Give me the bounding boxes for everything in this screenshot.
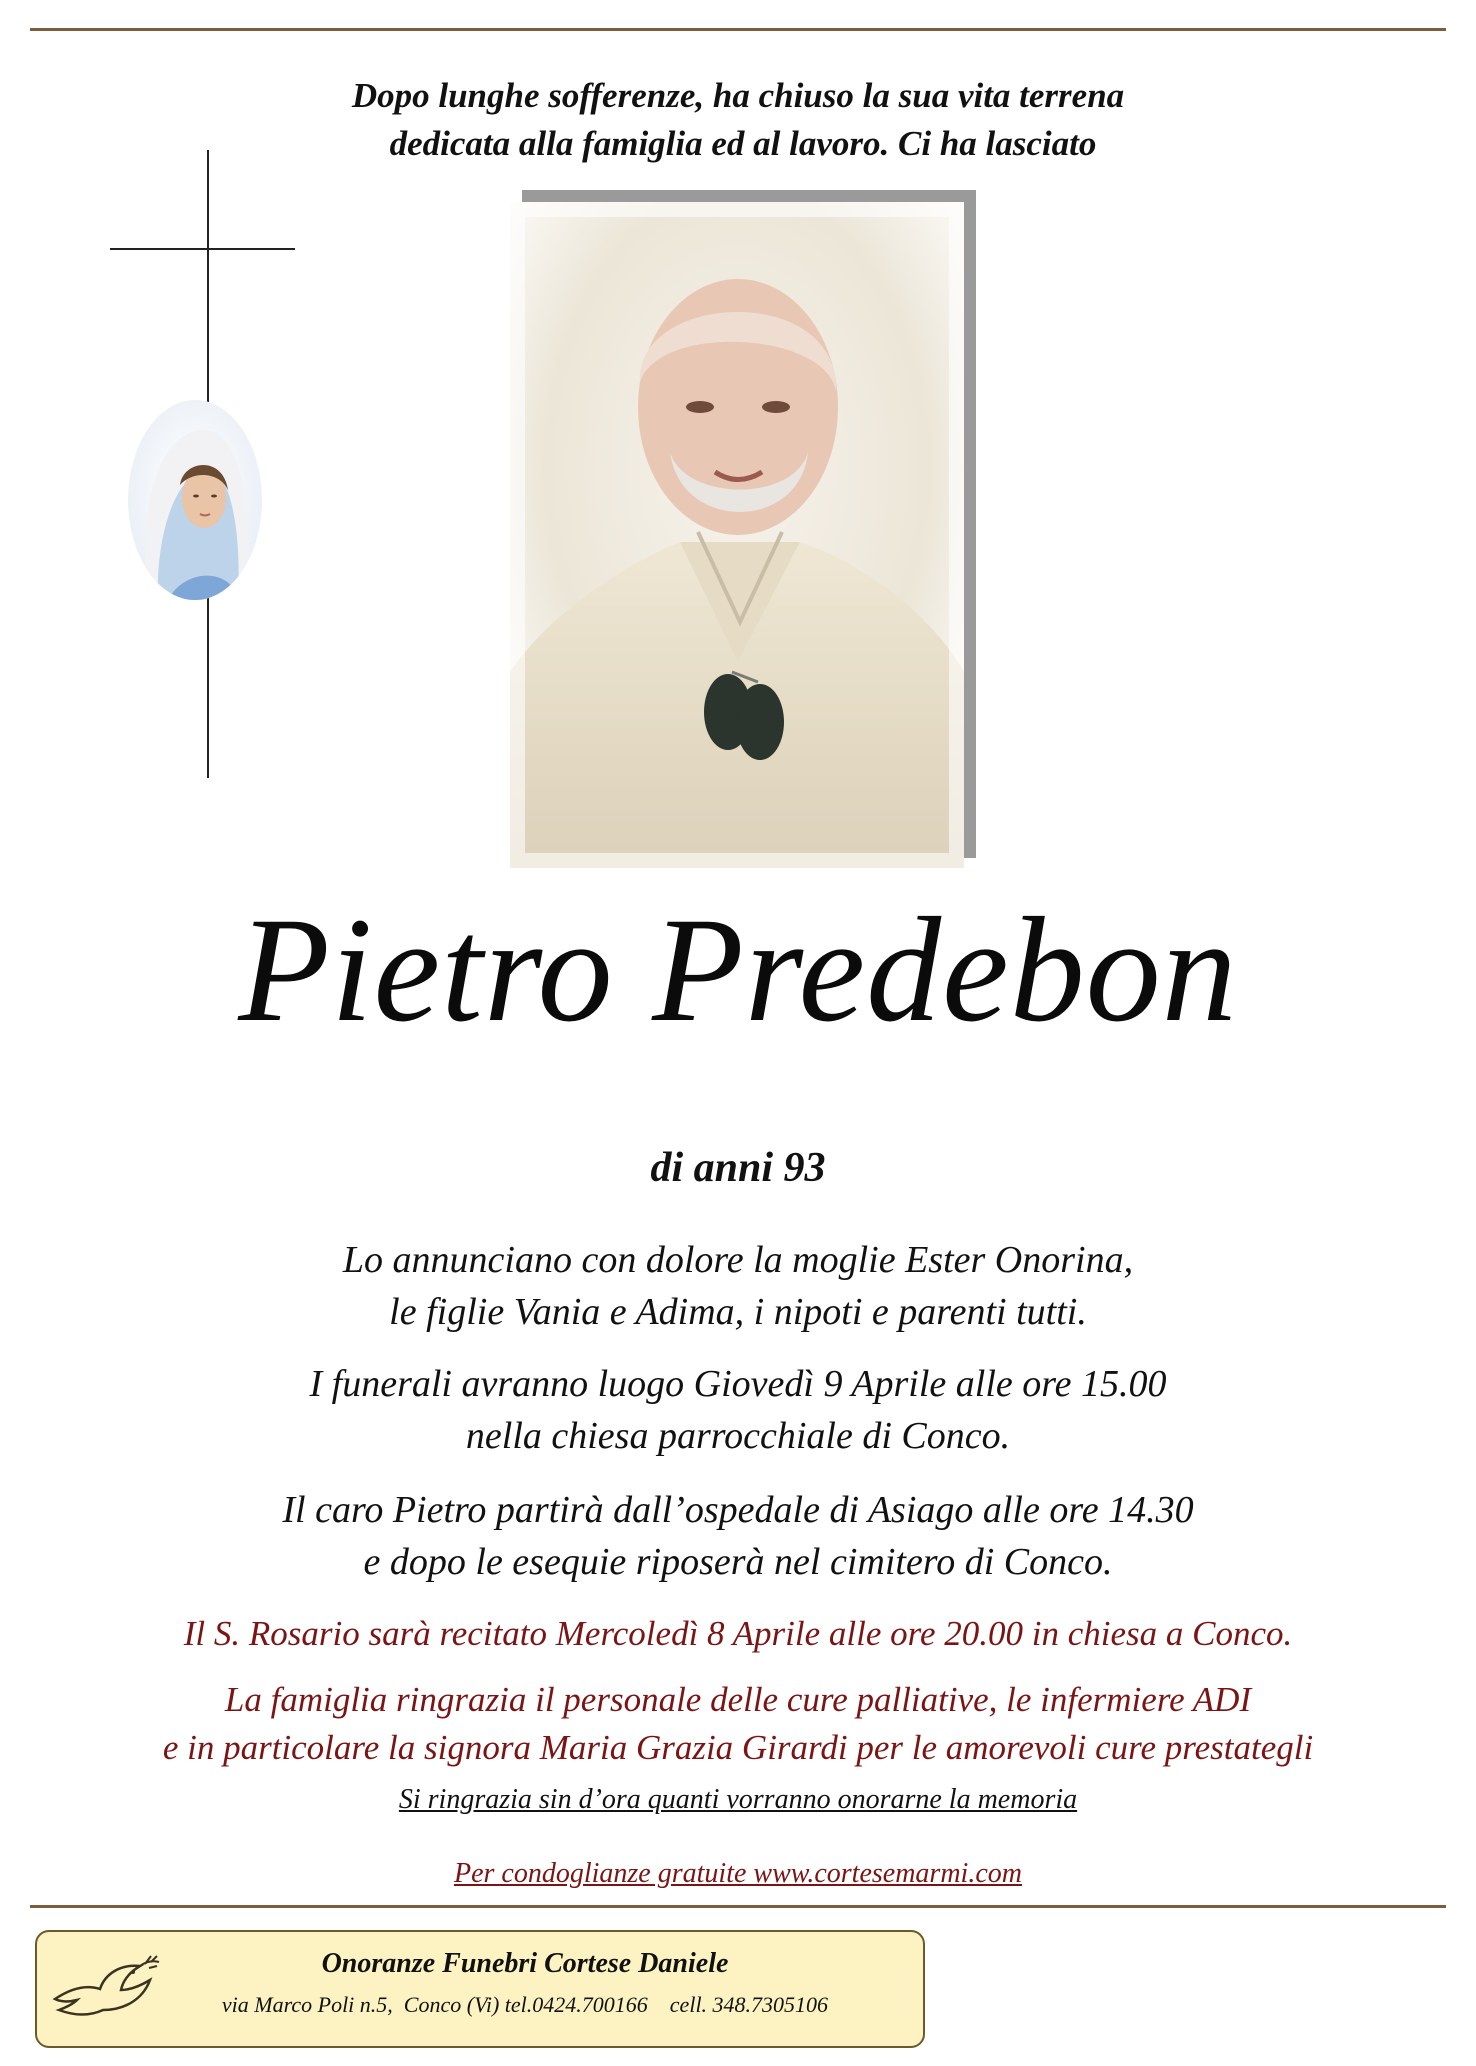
deceased-age: di anni 93	[650, 1145, 826, 1191]
memory-note: Si ringrazia sin d’ora quanti vorranno onorarne la memoria	[398, 1784, 1078, 1815]
intro-text	[0, 72, 1476, 168]
departure-text	[0, 1484, 1476, 1588]
thanks-line-1: La famiglia ringrazia il personale delle cure palliative, le infermiere ADI	[224, 1680, 1252, 1719]
departure-line-2: e dopo le esequie riposerà nel cimitero di Conco.	[363, 1541, 1113, 1583]
condolences-link[interactable]: Per condoglianze gratuite www.cortesemarmi.com	[454, 1858, 1022, 1889]
funeral-home-address: via Marco Poli n.5, Conco (Vi) tel.0424.700166 cell. 348.7305106	[221, 1992, 829, 2017]
funeral-line-1: I funerali avranno luogo Giovedì 9 Aprile alle ore 15.00	[309, 1363, 1167, 1405]
funeral-text	[0, 1358, 1476, 1462]
funeral-line-2: nella chiesa parrocchiale di Conco.	[465, 1415, 1011, 1457]
deceased-photo-image	[510, 202, 964, 868]
announcement-line-2: le figlie Vania e Adima, i nipoti e parenti tutti.	[389, 1291, 1087, 1333]
madonna-portrait-image	[128, 400, 262, 600]
thanks-line-2: e in particolare la signora Maria Grazia Girardi per le amorevoli cure prestategli	[162, 1728, 1314, 1767]
announcement-line-1: Lo annunciano con dolore la moglie Ester Onorina,	[342, 1239, 1134, 1281]
announcement-text	[0, 1234, 1476, 1338]
cross-bar	[110, 248, 295, 250]
departure-line-1: Il caro Pietro partirà dall’ospedale di Asiago alle ore 14.30	[282, 1489, 1194, 1531]
intro-line-2: dedicata alla famiglia ed al lavoro. Ci ha lasciato	[389, 124, 1097, 163]
funeral-home-box	[35, 1930, 925, 2048]
rosary-text: Il S. Rosario sarà recitato Mercoledì 8 Aprile alle ore 20.00 in chiesa a Conco.	[183, 1614, 1293, 1653]
top-divider	[30, 28, 1446, 31]
intro-line-1: Dopo lunghe sofferenze, ha chiuso la sua vita terrena	[351, 76, 1125, 115]
deceased-name: Pietro Predebon	[238, 887, 1238, 1053]
thanks-text	[0, 1676, 1476, 1772]
funeral-home-name: Onoranze Funebri Cortese Daniele	[321, 1948, 729, 1979]
bottom-divider	[30, 1905, 1446, 1908]
